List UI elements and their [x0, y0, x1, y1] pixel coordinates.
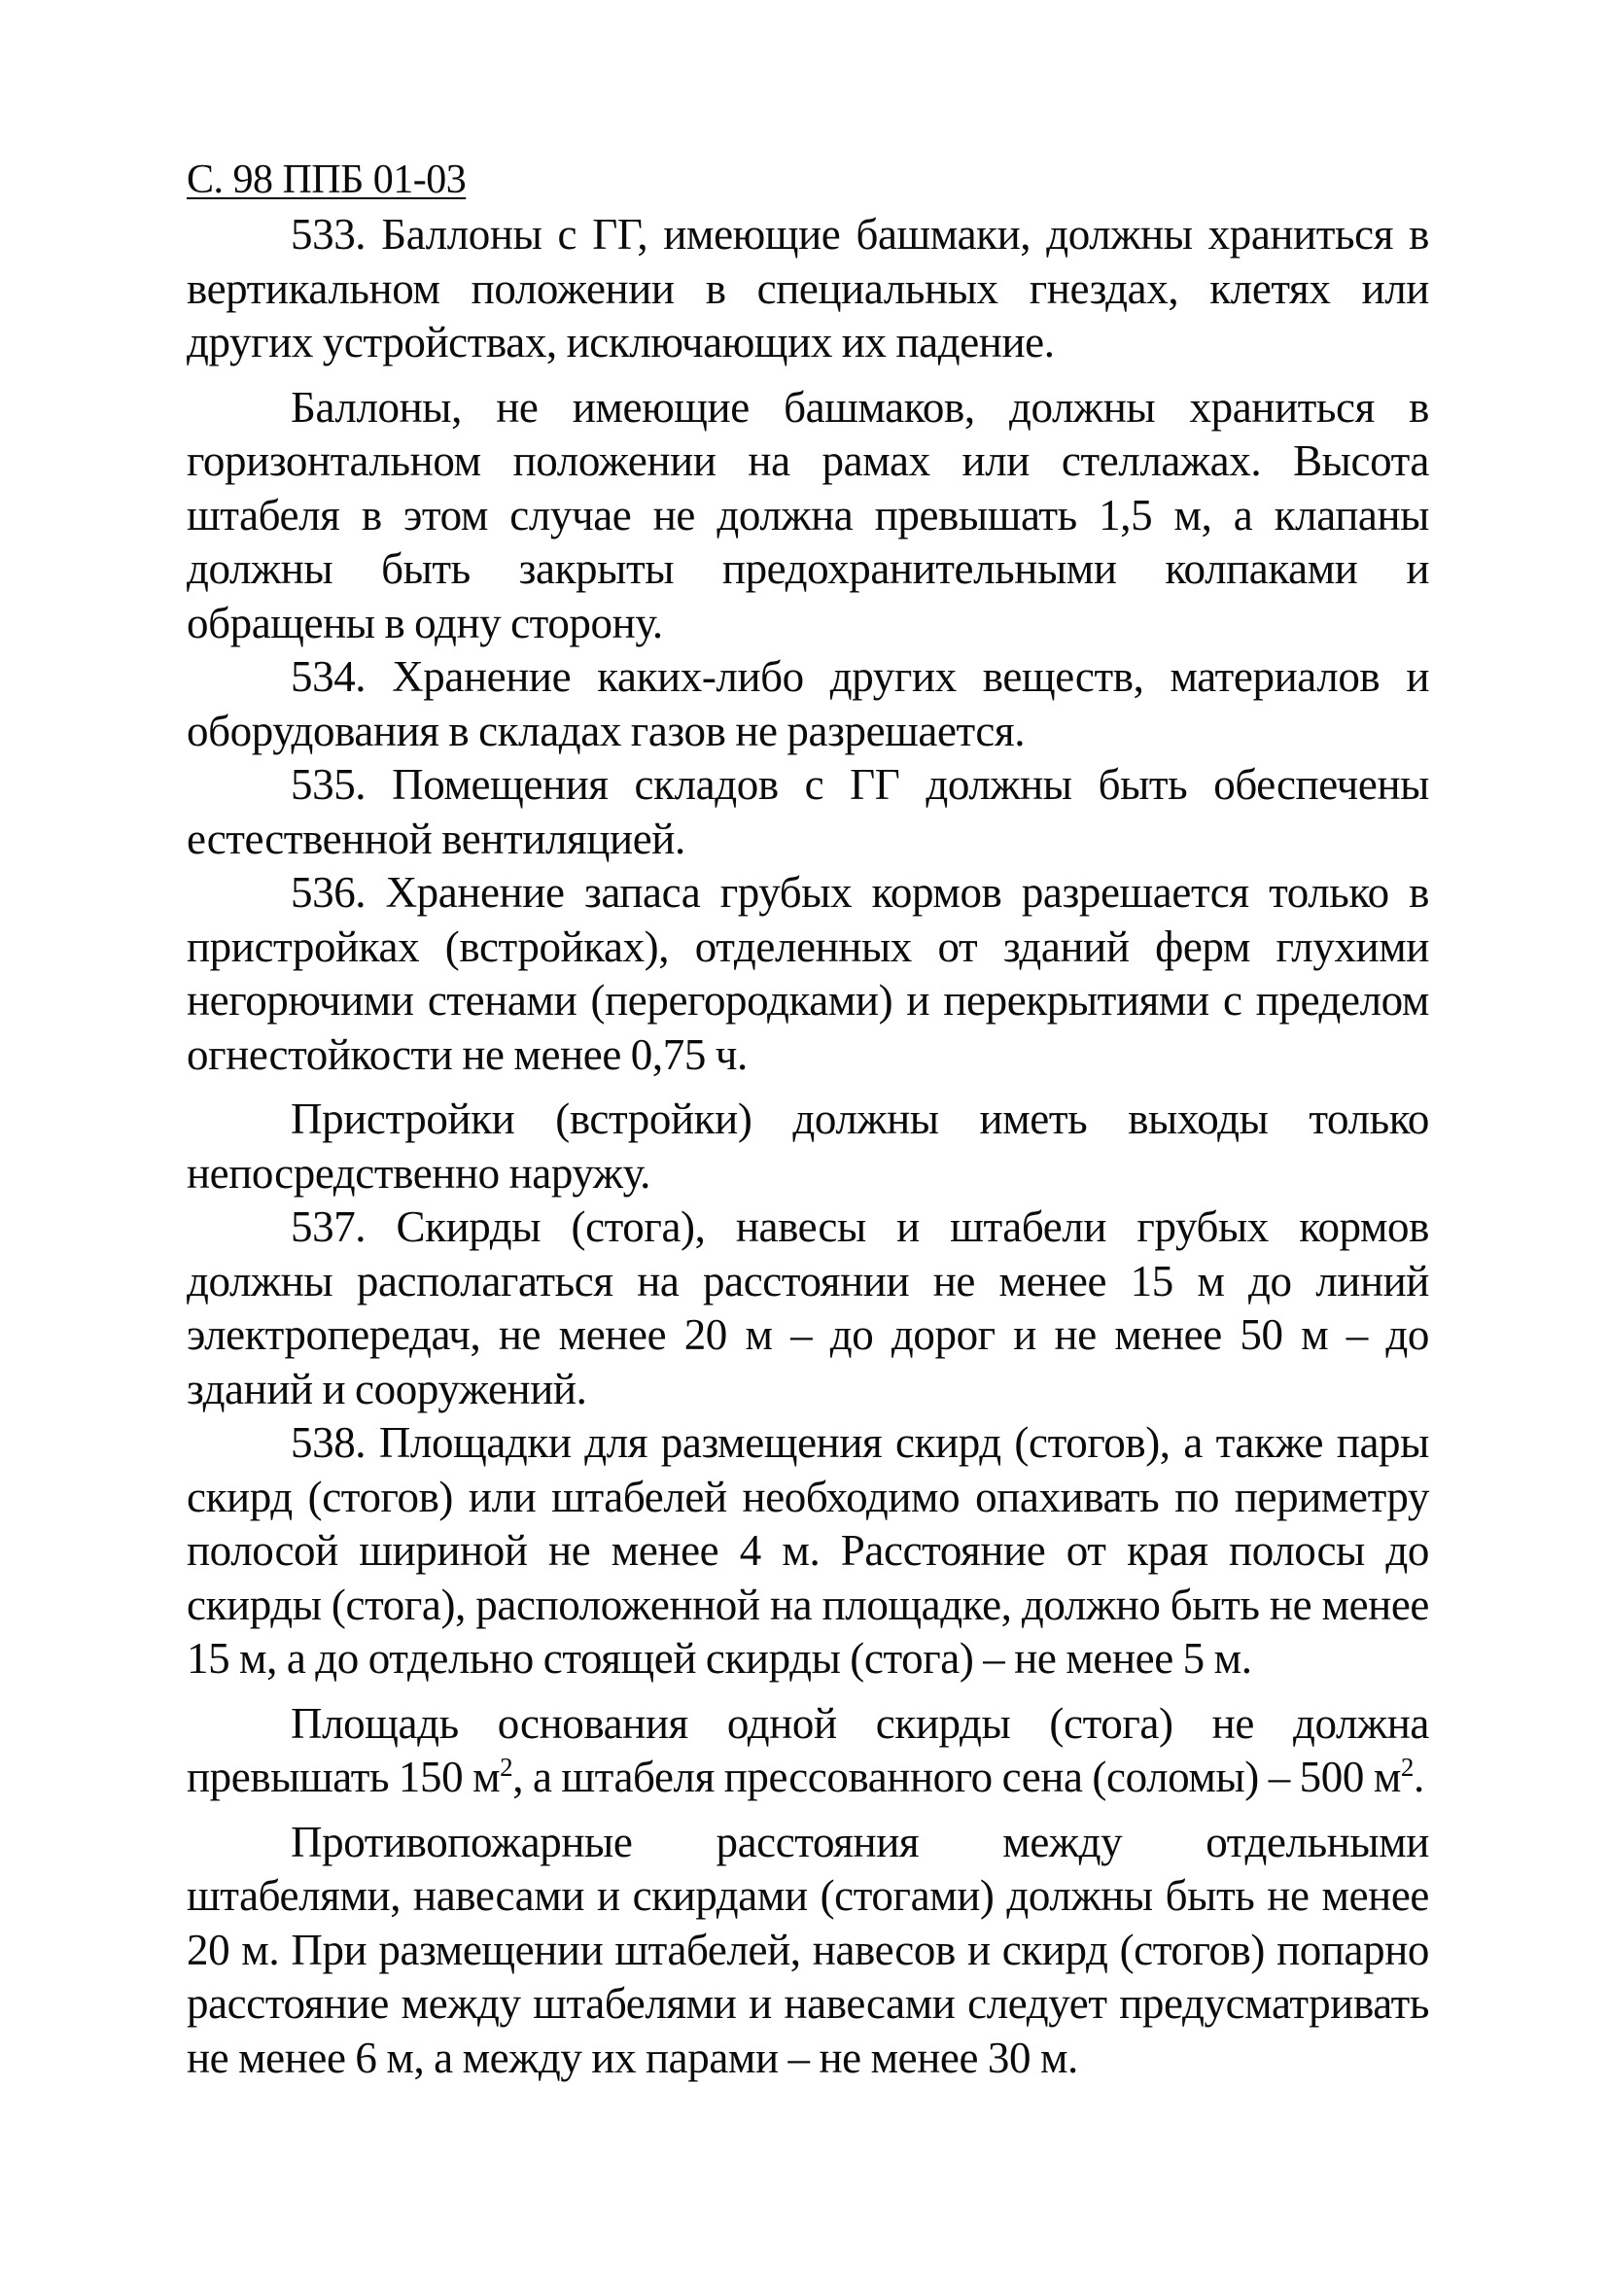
paragraph-536: 536. Хранение запаса грубых кормов разрешается только в пристройках (встройках), отделенных от зданий ферм глухими негорючими стенами (перегородками) и перекрытиями с пределом огнестойкости не менее 0,75 ч.	[187, 868, 1429, 1079]
square-superscript: 2	[1400, 1753, 1415, 1782]
paragraph-534: 534. Хранение каких-либо других веществ, материалов и оборудования в складах газов не разрешается.	[187, 652, 1429, 755]
paragraph-538-area	[187, 1697, 1429, 1805]
paragraph-533-cont: Баллоны, не имеющие башмаков, должны храниться в горизонтальном положении на рамах или стеллажах. Высота штабеля в этом случае не должна превышать 1,5 м, а клапаны должны быть закрыты предохранительными колпаками и обращены в одну сторону.	[187, 382, 1429, 647]
paragraph-538-area-part1: Площадь основания одной скирды (стога) не должна превышать 150 м	[187, 1698, 1429, 1801]
paragraph-538-area-part3: .	[1414, 1753, 1424, 1801]
square-superscript: 2	[500, 1753, 513, 1782]
paragraph-536-cont: Пристройки (встройки) должны иметь выходы только непосредственно наружу.	[187, 1095, 1429, 1198]
paragraph-538-area-part2: , а штабеля прессованного сена (соломы) – 500 м	[512, 1753, 1401, 1801]
paragraph-538-distances: Противопожарные расстояния между отдельными штабелями, навесами и скирдами (стогами) должны быть не менее 20 м. При размещении штабелей, навесов и скирд (стогов) попарно расстояние между штабелями и навесами следует предусматривать не менее 6 м, а между их парами – не менее 30 м.	[187, 1817, 1429, 2082]
paragraph-533: 533. Баллоны с ГГ, имеющие башмаки, должны храниться в вертикальном положении в специальных гнездах, клетях или других устройствах, исключающих их падение.	[187, 210, 1429, 366]
paragraph-537: 537. Скирды (стога), навесы и штабели грубых кормов должны располагаться на расстоянии не менее 15 м до линий электропередач, не менее 20 м – до дорог и не менее 50 м – до зданий и сооружений.	[187, 1202, 1429, 1413]
paragraph-535: 535. Помещения складов с ГГ должны быть обеспечены естественной вентиляцией.	[187, 760, 1429, 863]
page-header: С. 98 ППБ 01-03	[187, 157, 467, 202]
document-page	[187, 156, 1429, 2085]
paragraph-538: 538. Площадки для размещения скирд (стогов), а также пары скирд (стогов) или штабелей необходимо опахивать по периметру полосой шириной не менее 4 м. Расстояние от края полосы до скирды (стога), расположенной на площадке, должно быть не менее 15 м, а до отдельно стоящей скирды (стога) – не менее 5 м.	[187, 1418, 1429, 1683]
